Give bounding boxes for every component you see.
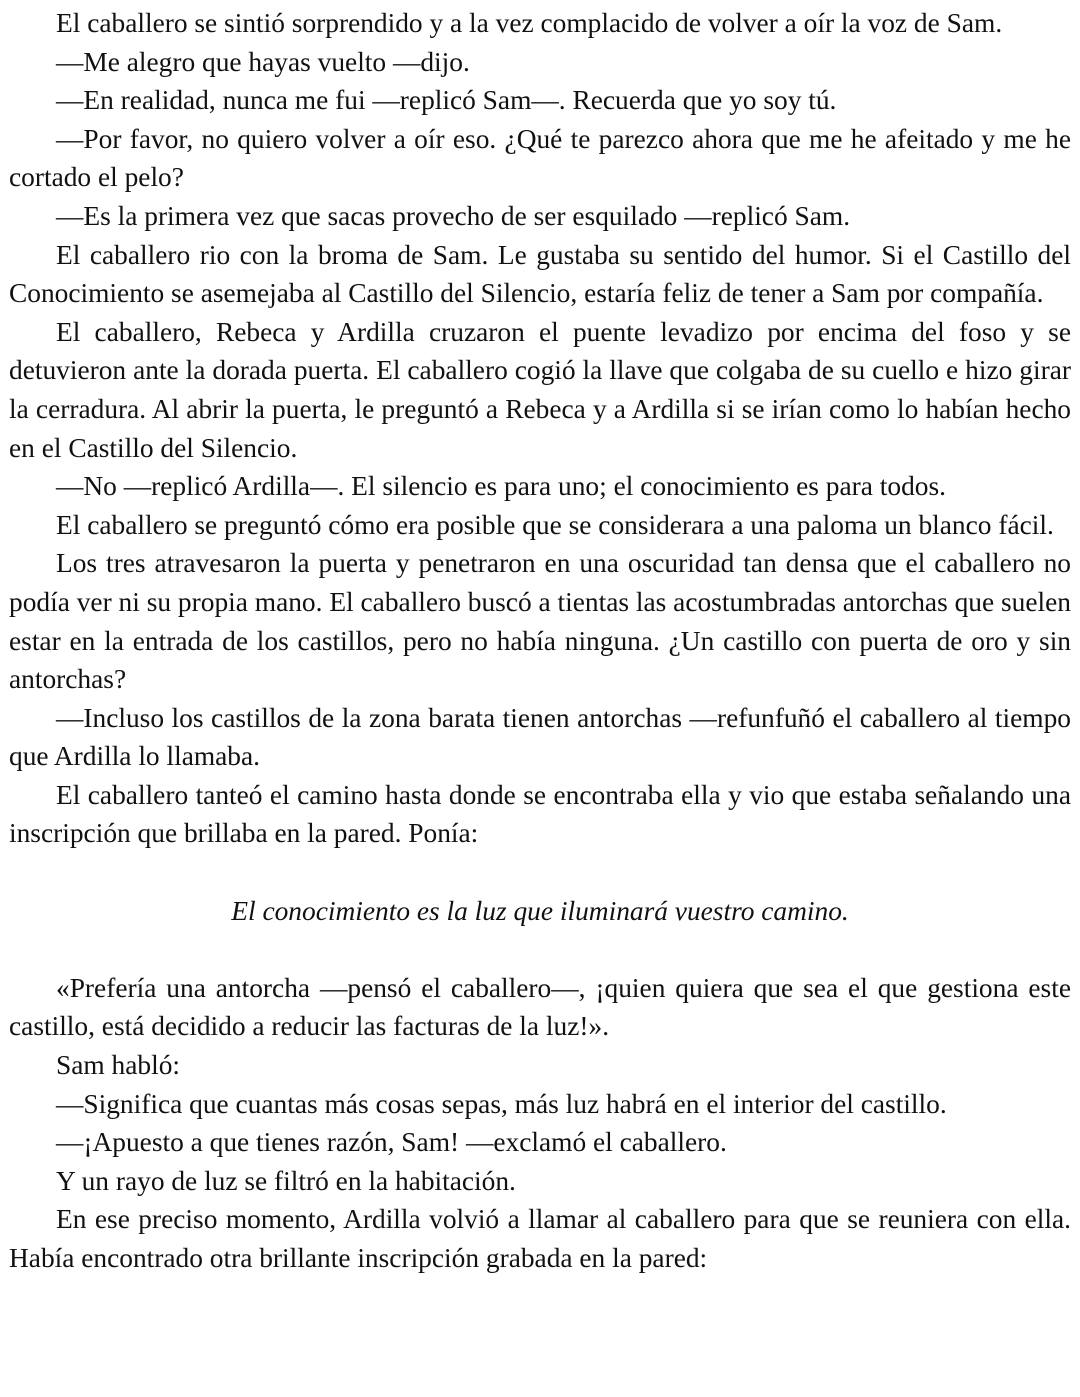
paragraph: El caballero tanteó el camino hasta donde se encontraba ella y vio que estaba señalando una inscripción que brillaba en la pared. Ponía: [9,779,1071,849]
book-page [9,4,1071,1278]
paragraph: —¡Apuesto a que tienes razón, Sam! —exclamó el caballero. [56,1127,727,1158]
paragraph: Los tres atravesaron la puerta y penetraron en una oscuridad tan densa que el caballero no podía ver ni su propia mano. El caballero buscó a tientas las acostumbradas antorchas que suelen estar en la entrada de los castillos, pero no había ninguna. ¿Un castillo con puerta de oro y sin antorchas? [9,548,1071,695]
paragraph: El caballero se sintió sorprendido y a la vez complacido de volver a oír la voz de Sam. [56,8,1003,38]
paragraph: —Por favor, no quiero volver a oír eso. ¿Qué te parezco ahora que me he afeitado y me he cortado el pelo? [9,123,1071,193]
paragraph: —Significa que cuantas más cosas sepas, más luz habrá en el interior del castillo. [56,1088,947,1119]
wall-inscription: El conocimiento es la luz que iluminará vuestro camino. [231,895,849,926]
paragraph: —Es la primera vez que sacas provecho de ser esquilado —replicó Sam. [56,200,851,231]
paragraph: «Prefería una antorcha —pensó el caballero—, ¡quien quiera que sea el que gestiona este castillo, está decidido a reducir las facturas de la luz!». [9,972,1071,1042]
paragraph: El caballero, Rebeca y Ardilla cruzaron el puente levadizo por encima del foso y se detuvieron ante la dorada puerta. El caballero cogió la llave que colgaba de su cuello e hizo girar la cerradura. Al abrir la puerta, le preguntó a Rebeca y a Ardilla si se irían como lo habían hecho en el Castillo del Silencio. [9,316,1071,463]
paragraph: Sam habló: [56,1050,181,1081]
paragraph: El caballero se preguntó cómo era posible que se considerara a una paloma un blanco fácil. [56,509,1054,540]
paragraph: —En realidad, nunca me fui —replicó Sam—. Recuerda que yo soy tú. [56,85,837,116]
paragraph: Y un rayo de luz se filtró en la habitación. [56,1165,516,1196]
paragraph: —No —replicó Ardilla—. El silencio es para uno; el conocimiento es para todos. [56,471,946,502]
paragraph: El caballero rio con la broma de Sam. Le gustaba su sentido del humor. Si el Castillo del Conocimiento se asemejaba al Castillo del Silencio, estaría feliz de tener a Sam por compañía. [9,239,1071,309]
paragraph: En ese preciso momento, Ardilla volvió a llamar al caballero para que se reuniera con ella. Había encontrado otra brillante inscripción grabada en la pared: [9,1204,1071,1273]
paragraph: —Me alegro que hayas vuelto —dijo. [56,46,470,77]
paragraph: —Incluso los castillos de la zona barata tienen antorchas —refunfuñó el caballero al tiempo que Ardilla lo llamaba. [9,702,1071,772]
